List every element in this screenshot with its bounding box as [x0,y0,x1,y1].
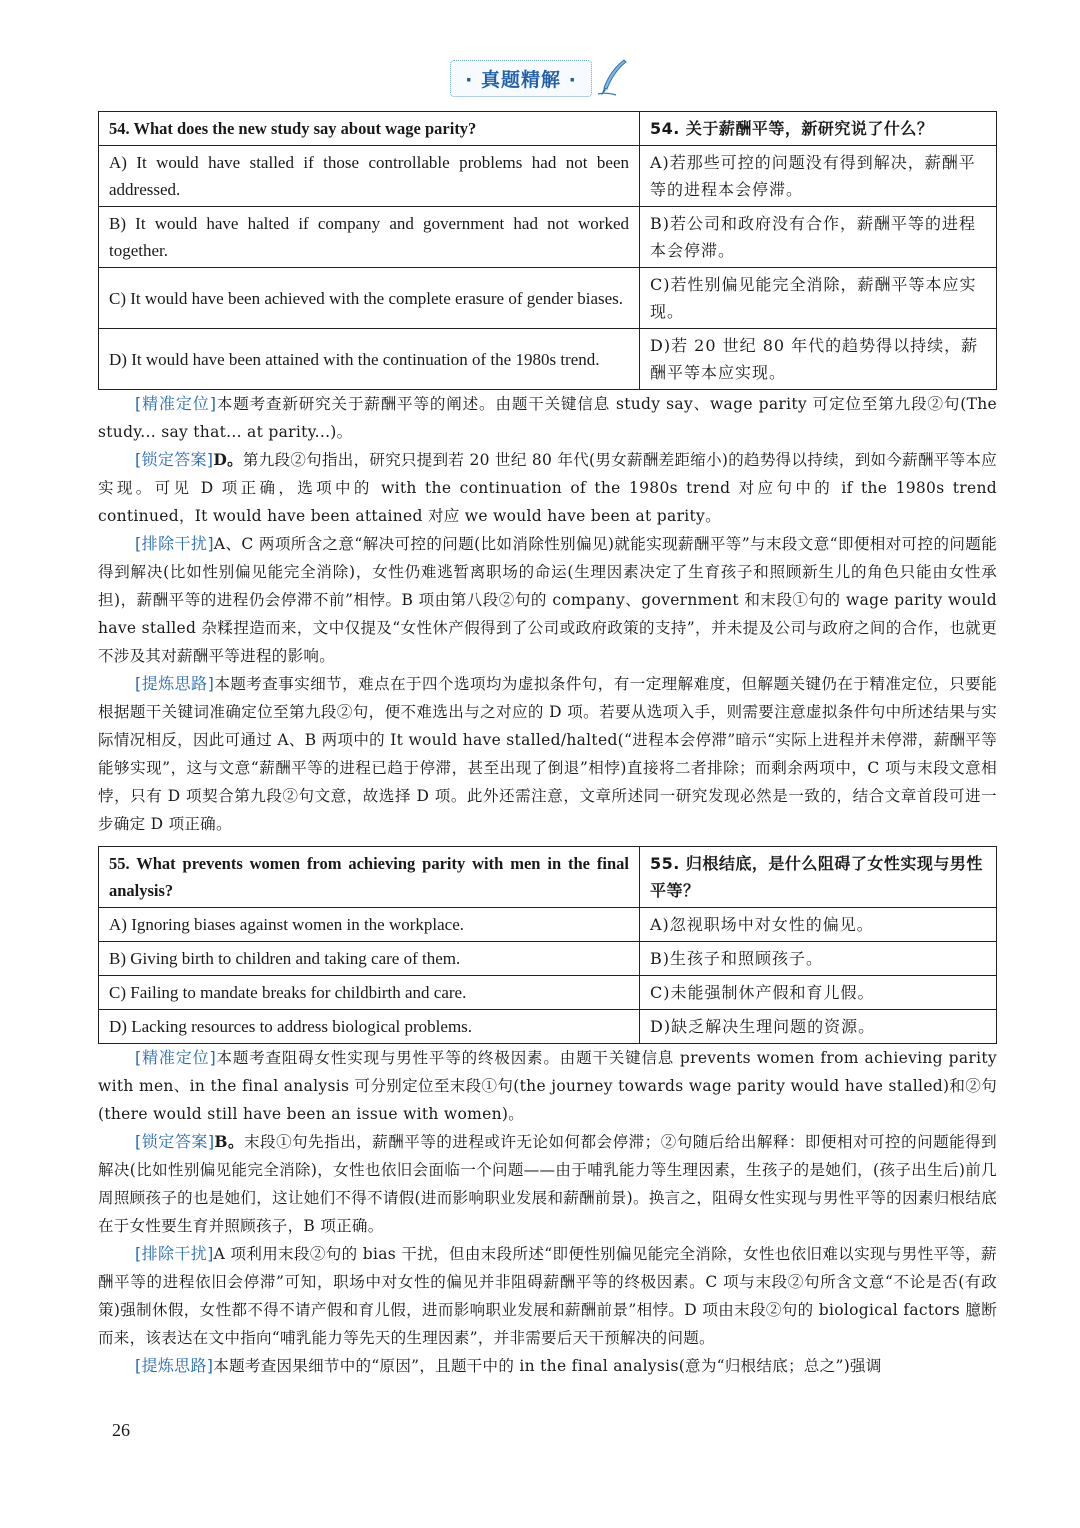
q55-option-c-zh: C)未能强制休产假和育儿假。 [640,976,997,1010]
q55-locate-text: 本题考查阻碍女性实现与男性平等的终极因素。由题干关键信息 prevents women from achieving parity with men、in the final analysis 可分别定位至末段①句(the journey towards wage parity would have stalled)和②句(there would still have been an issue with women)。 [98,1049,997,1123]
q55-answer-paragraph [98,1128,997,1240]
q55-answer-letter: B。 [214,1132,245,1151]
q55-answer-text: 末段①句先指出，薪酬平等的进程或许无论如何都会停滞；②句随后给出解释：即便相对可控的问题能得到解决(比如性别偏见能完全消除)，女性也依旧会面临一个问题——由于哺乳能力等生理因素，生孩子的是她们，(孩子出生后)前几周照顾孩子的也是她们，这让她们不得不请假(进而影响职业发展和薪酬前景)。换言之，阻碍女性实现与男性平等的因素归根结底在于女性要生育并照顾孩子，B 项正确。 [98,1133,997,1235]
exclude-tag: [排除干扰] [135,1244,214,1263]
table-header-row [99,847,997,908]
page-content [98,111,997,1380]
q54-strategy-text: 本题考查事实细节，难点在于四个选项均为虚拟条件句，有一定理解难度，但解题关键仍在于精准定位，只要能根据题干关键词准确定位至第九段②句，便不难选出与之对应的 D 项。若要从选项入手，则需要注意虚拟条件句中所述结果与实际情况相反，因此可通过 A、B 两项中的 It would have stalled/halted(“进程本会停滞”暗示“实际上进程并未停滞，薪酬平等能够实现”，这与文意“薪酬平等的进程已趋于停滞，甚至出现了倒退”相悖)直接将二者排除；而剩余两项中，C 项与末段文意相悖，只有 D 项契合第九段②句文意，故选择 D 项。此外还需注意，文章所述同一研究发现必然是一致的，结合文章首段可进一步确定 D 项正确。 [98,675,997,833]
q54-option-a-en: A) It would have stalled if those controllable problems had not been addressed. [99,146,640,207]
section-title: · 真题精解 · [450,60,592,97]
table-row [99,146,997,207]
q55-option-a-zh: A)忽视职场中对女性的偏见。 [640,908,997,942]
q54-exclude-text: A、C 两项所含之意“解决可控的问题(比如消除性别偏见)就能实现薪酬平等”与末段文意“即便相对可控的问题能得到解决(比如性别偏见能完全消除)，女性仍难逃暂离职场的命运(生理因素决定了生育孩子和照顾新生儿的角色只能由女性承担)，薪酬平等的进程仍会停滞不前”相悖。B 项由第八段②句的 company、government 和末段①句的 wage parity would have stalled 杂糅捏造而来，文中仅提及“女性休产假得到了公司或政府政策的支持”，并未提及公司与政府之间的合作，也就更不涉及其对薪酬平等进程的影响。 [98,535,998,665]
q54-locate-paragraph [98,390,997,446]
table-header-row [99,112,997,146]
q54-answer-text: 第九段②句指出，研究只提到若 20 世纪 80 年代(男女薪酬差距缩小)的趋势得以持续，到如今薪酬平等本应实现。可见 D 项正确，选项中的 with the continuation of the 1980s trend 对应句中的 if the 1980s trend continued，It would have been attained 对应 we would have been at parity。 [98,451,997,525]
table-row [99,329,997,390]
q54-option-c-en: C) It would have been achieved with the complete erasure of gender biases. [99,268,640,329]
q54-option-b-zh: B)若公司和政府没有合作，薪酬平等的进程本会停滞。 [640,207,997,268]
q54-option-b-en: B) It would have halted if company and government had not worked together. [99,207,640,268]
table-row [99,268,997,329]
q54-exclude-paragraph [98,530,997,670]
q54-zh-stem: 54. 关于薪酬平等，新研究说了什么？ [640,112,997,146]
q54-answer-letter: D。 [213,450,243,469]
strategy-tag: [提炼思路] [135,1356,214,1375]
q54-option-d-zh: D)若 20 世纪 80 年代的趋势得以持续，薪酬平等本应实现。 [640,329,997,390]
page-number: 26 [112,1420,130,1440]
q54-strategy-paragraph [98,670,997,838]
answer-tag: [锁定答案] [135,450,214,469]
table-row [99,1010,997,1044]
q54-option-d-en: D) It would have been attained with the continuation of the 1980s trend. [99,329,640,390]
quill-pen-icon [596,58,630,98]
exclude-tag: [排除干扰] [135,534,214,553]
table-row [99,207,997,268]
q55-option-a-en: A) Ignoring biases against women in the workplace. [99,908,640,942]
q55-strategy-paragraph [98,1352,997,1380]
answer-tag: [锁定答案] [135,1132,215,1151]
question-54-table [98,111,997,390]
locate-tag: [精准定位] [135,1048,216,1067]
q55-option-d-zh: D)缺乏解决生理问题的资源。 [640,1010,997,1044]
q54-locate-text: 本题考查新研究关于薪酬平等的阐述。由题干关键信息 study say、wage parity 可定位至第九段②句(The study... say that... at parity...)。 [98,395,997,441]
q54-option-c-zh: C)若性别偏见能完全消除，薪酬平等本应实现。 [640,268,997,329]
q55-locate-paragraph [98,1044,997,1128]
q55-option-d-en: D) Lacking resources to address biological problems. [99,1010,640,1044]
q55-en-stem: 55. What prevents women from achieving parity with men in the final analysis? [99,847,640,908]
question-55-table [98,846,997,1044]
q55-option-c-en: C) Failing to mandate breaks for childbirth and care. [99,976,640,1010]
q54-option-a-zh: A)若那些可控的问题没有得到解决，薪酬平等的进程本会停滞。 [640,146,997,207]
q55-strategy-text: 本题考查因果细节中的“原因”，且题干中的 in the final analysis(意为“归根结底；总之”)强调 [213,1357,882,1375]
strategy-tag: [提炼思路] [135,674,215,693]
q55-exclude-paragraph [98,1240,997,1352]
page-header [0,58,1080,98]
table-row [99,942,997,976]
q55-exclude-text: A 项利用末段②句的 bias 干扰，但由末段所述“即便性别偏见能完全消除，女性也依旧难以实现与男性平等，薪酬平等的进程依旧会停滞”可知，职场中对女性的偏见并非阻碍薪酬平等的终极因素。C 项与末段②句所含文意“不论是否(有政策)强制休假，女性都不得不请产假和育儿假，进而影响职业发展和薪酬前景”相悖。D 项由末段②句的 biological factors 臆断而来，该表达在文中指向“哺乳能力等先天的生理因素”，并非需要后天干预解决的问题。 [98,1245,997,1347]
q54-answer-paragraph [98,446,997,530]
q55-option-b-zh: B)生孩子和照顾孩子。 [640,942,997,976]
q54-en-stem: 54. What does the new study say about wage parity? [99,112,640,146]
q55-option-b-en: B) Giving birth to children and taking care of them. [99,942,640,976]
locate-tag: [精准定位] [135,394,217,413]
table-row [99,976,997,1010]
q55-zh-stem: 55. 归根结底，是什么阻碍了女性实现与男性平等？ [640,847,997,908]
table-row [99,908,997,942]
